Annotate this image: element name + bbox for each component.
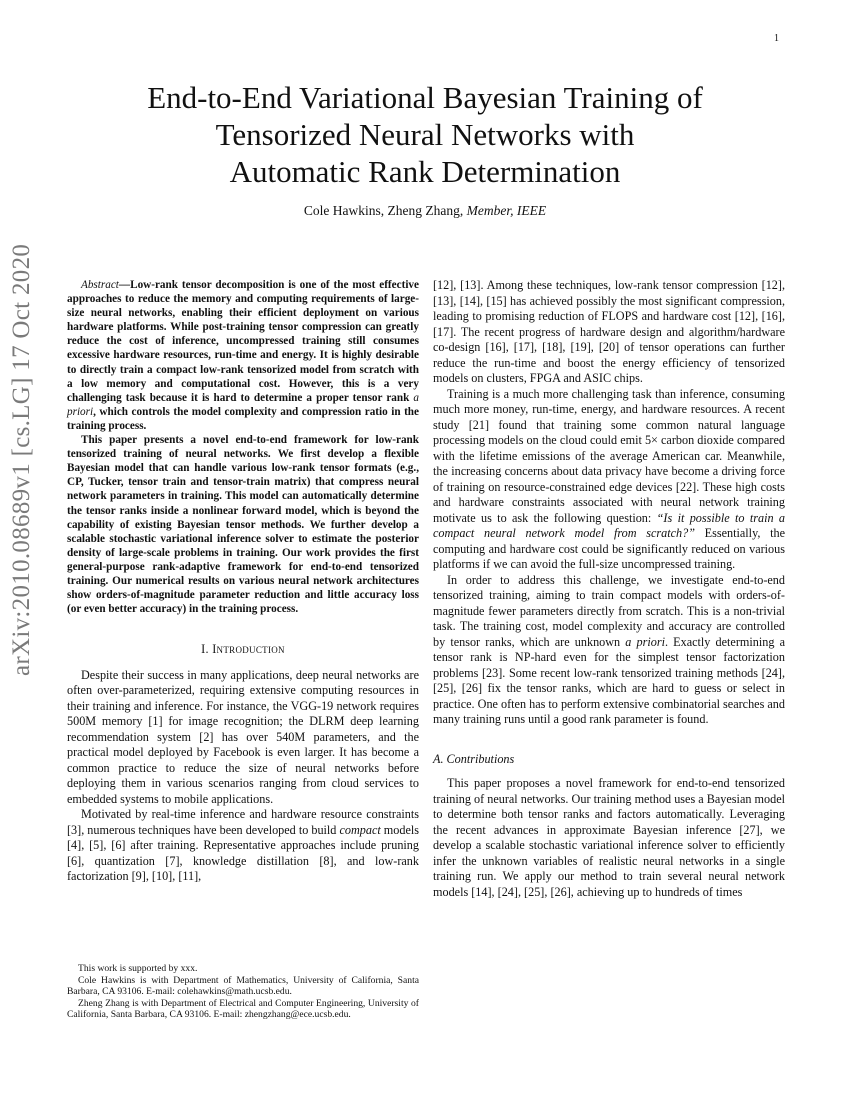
title-line-2: Tensorized Neural Networks with	[215, 117, 635, 152]
footnote-funding: This work is supported by xxx.	[78, 963, 198, 974]
right-paragraph-3: In order to address this challenge, we investigate end-to-end tensorized training, aiming to train compact models with orders-of-magnitude fewer parameters directly from scratch. This is a non-trivial task. The training cost, model complexity and accuracy are controlled by tensor ranks, which are unknown a priori. Exactly determining a tensor rank is NP-hard even for the simplest tensor factorization problems [23]. Some recent low-rank tensorized training methods [24], [25], [26] fix the tensor ranks, which are hard to guess or select in practice. One often has to perform extensive combinatorial searches and many training runs until a good rank parameter is found.	[433, 572, 785, 726]
paper-title	[60, 79, 790, 190]
abstract	[67, 278, 419, 616]
intro-paragraph-1: Despite their success in many applications, deep neural networks are often over-parameterized, requiring extensive computing resources in their training and inference. For instance, the VGG-19 network requires 500M memory [1] for image recognition; the DLRM deep learning recommendation system [2] has over 540M parameters, and the practical model deployed by Facebook is even larger. It has become a common practice to reduce the size of neural networks before deploying them in various scenarios ranging from cloud services to embedded systems to mobile applications.	[67, 667, 419, 806]
abstract-paragraph-1: Abstract—Low-rank tensor decomposition is one of the most effective approaches to reduce the memory and computing requirements of large-size neural networks, enabling their efficient deployment on various hardware platforms. While post-training tensor compression can greatly reduce the cost of inference, uncompressed training still consumes excessive hardware resources, run-time and energy. It is highly desirable to directly train a compact low-rank tensorized model from scratch with a low memory and computational cost. However, this is a very challenging task because it is hard to determine a proper tensor rank a priori, which controls the model complexity and compression ratio in the training process.	[67, 279, 419, 432]
abstract-label: Abstract	[81, 279, 119, 291]
footnotes	[67, 963, 419, 1021]
section-heading-introduction: I. Introduction	[201, 642, 285, 657]
intro-paragraph-2: Motivated by real-time inference and hardware resource constraints [3], numerous techniques have been developed to build compact models [4], [5], [6] after training. Representative approaches include pruning [6], quantization [7], knowledge distillation [8], and low-rank factorization [9], [10], [11],	[67, 807, 420, 884]
right-paragraph-2: Training is a much more challenging task than inference, consuming much more money, run-time, energy, and hardware resources. A recent study [21] found that training some common natural language processing models on the cloud could emit 5× carbon dioxide compared with the lifetime emissions of the average American car. Meanwhile, the increasing concerns about data privacy have become a driving force of training on resource-constrained edge devices [22]. These high costs and hardware constraints associated with neural network training motivate us to ask the following question: “Is it possible to train a compact neural network model from scratch?” Essentially, the computing and hardware cost could be significantly reduced on various platforms if we can avoid the full-size uncompressed training.	[433, 386, 786, 571]
title-line-3: Automatic Rank Determination	[229, 154, 621, 189]
subsection-heading-contributions: A. Contributions	[433, 751, 515, 766]
footnote-author-2: Zheng Zhang is with Department of Electrical and Computer Engineering, University of California, Santa Barbara, CA 93106. E-mail: zhengzhang@ece.ucsb.edu.	[67, 997, 419, 1021]
footnote-author-1: Cole Hawkins is with Department of Mathematics, University of California, Santa Barbara, CA 93106. E-mail: colehawkins@math.ucsb.edu.	[67, 974, 419, 998]
abstract-paragraph-2: This paper presents a novel end-to-end framework for low-rank tensorized training of neural networks. We first develop a flexible Bayesian model that can handle various low-rank tensor formats (e.g., CP, Tucker, tensor train and tensor-train matrix) that compress neural network parameters in training. This model can automatically determine the tensor ranks inside a nonlinear forward model, which is beyond the capability of existing Bayesian tensor methods. We further develop a scalable stochastic variational inference solver to estimate the posterior density of large-scale problems in training. Our work provides the first general-purpose rank-adaptive framework for end-to-end tensorized training. Our numerical results on various neural network architectures show orders-of-magnitude parameter reduction and little accuracy loss (or even better accuracy) in the training process.	[67, 434, 419, 616]
contributions-paragraph: This paper proposes a novel framework for end-to-end tensorized training of neural networks. Our training method uses a Bayesian model to determine both tensor ranks and factors automatically. Leveraging the recent advances in approximate Bayesian inference [27], we develop a scalable stochastic variational inference solver to efficiently infer the unknown variables of realistic neural networks in a single training run. We apply our method to train several neural network models [14], [24], [25], [26], achieving up to hundreds of times	[433, 776, 785, 899]
left-column	[67, 278, 419, 885]
arxiv-stamp	[8, 243, 46, 676]
author-membership: Member, IEEE	[466, 203, 547, 218]
title-line-1: End-to-End Variational Bayesian Training of	[147, 80, 703, 115]
page-number: 1	[774, 33, 779, 44]
author-line	[60, 203, 790, 219]
right-paragraph-1: [12], [13]. Among these techniques, low-rank tensor compression [12], [13], [14], [15] has achieved possibly the most significant compression, leading to promising reduction of FLOPS and hardware cost [12], [16], [17]. The recent progress of hardware design and algorithm/hardware co-design [16], [17], [18], [19], [20] of tensor operations can further reduce the run-time and boost the energy efficiency of tensorized models on clusters, FPGA and ASIC chips.	[433, 278, 785, 385]
right-column	[433, 278, 785, 900]
arxiv-stamp-text: arXiv:2010.08689v1 [cs.LG] 17 Oct 2020	[8, 243, 35, 676]
author-names: Cole Hawkins, Zheng Zhang,	[303, 203, 467, 218]
